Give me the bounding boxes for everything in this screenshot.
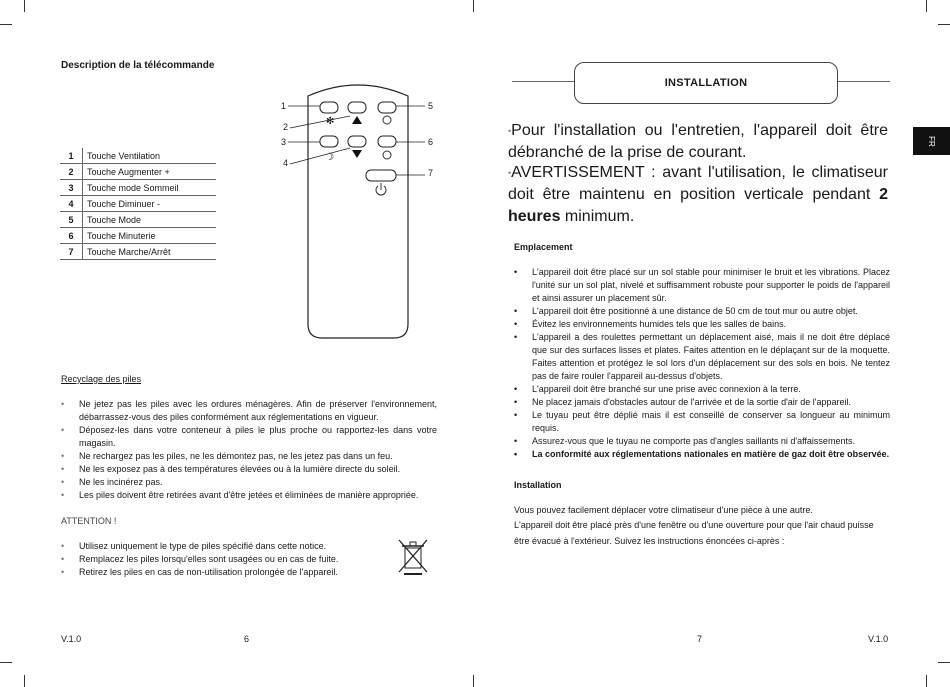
callout-6: 6 [428, 137, 434, 147]
timer-button[interactable] [378, 136, 396, 147]
list-item: • L'appareil doit être branché sur une prise avec connexion à la terre. [514, 383, 890, 396]
language-tab [913, 127, 950, 155]
list-item: • Déposez-les dans votre conteneur à piles le plus proche ou rapportez-les dans votre magasin. [61, 424, 437, 450]
svg-text:✻: ✻ [326, 116, 335, 127]
fan-icon [326, 116, 334, 127]
fan-button[interactable] [320, 102, 338, 113]
installation-title: Installation [514, 480, 562, 490]
section-header-title: INSTALLATION [664, 77, 748, 89]
page-number-right: 7 [697, 634, 703, 644]
list-item: • L'appareil doit être positionné à une distance de 50 cm de tout mur ou autre objet. [514, 305, 890, 318]
remote-diagram [270, 76, 450, 348]
crop-mark [926, 0, 927, 12]
power-button[interactable] [366, 170, 396, 181]
recycling-list [61, 398, 437, 502]
crop-mark [938, 24, 950, 25]
table-row: 1 Touche Ventilation [60, 148, 216, 164]
list-item: • Évitez les environnements humides tels que les salles de bains. [514, 318, 890, 331]
crossed-bin-icon [396, 538, 430, 576]
recycling-title: Recyclage des piles [61, 374, 142, 384]
list-item: • L'appareil a des roulettes permettant un déplacement aisé, mais il ne doit être déplacé que sur des surfaces lisses et plates. Faites attention en le déplaçant sur de la moquette. Faites attention et protégez le sol lors d'un déplacement sur des sols en bois. Ne tentez pas de faire rouler l'appareil au-dessus d'objets. [514, 331, 890, 383]
callout-7: 7 [428, 168, 434, 178]
list-item: • La conformité aux réglementations nationales en matière de gaz doit être observée. [514, 448, 890, 461]
table-row: 7 Touche Marche/Arrêt [60, 244, 216, 260]
section-header [574, 62, 838, 104]
attention-title: ATTENTION ! [61, 516, 117, 526]
crop-mark [938, 662, 950, 663]
sleep-button[interactable] [320, 136, 338, 147]
placement-title: Emplacement [514, 242, 573, 252]
up-button[interactable] [348, 102, 366, 113]
callout-4: 4 [283, 158, 289, 168]
language-tab-label: FR [926, 135, 936, 147]
list-item: • Ne les exposez pas à des températures élevées ou à la lumière directe du soleil. [61, 463, 437, 476]
list-item: • Ne placez jamais d'obstacles autour de l'arrivée et de la sortie d'air de l'appareil. [514, 396, 890, 409]
warning-unplug: •Pour l'installation ou l'entretien, l'appareil doit être débranché de la prise de courant. [508, 122, 888, 162]
list-item: • Le tuyau peut être déplié mais il est conseillé de conserver sa longueur au minimum requis. [514, 409, 890, 435]
svg-text:☽: ☽ [325, 152, 334, 163]
crop-mark [0, 24, 12, 25]
list-item: • Ne jetez pas les piles avec les ordures ménagères. Afin de préserver l'environnement, débarrassez-vous des piles conformément aux réglementations en vigueur. [61, 398, 437, 424]
table-row: 2 Touche Augmenter + [60, 164, 216, 180]
crop-mark [0, 662, 12, 663]
list-item: • Ne les incinérez pas. [61, 476, 437, 489]
version-left: V.1.0 [61, 634, 82, 644]
crop-mark [24, 675, 25, 687]
list-item: • L'appareil doit être placé sur un sol stable pour minimiser le bruit et les vibrations. Placez l'unité sur un sol plat, nivelé et suffisamment robuste pour supporter le poids de l'appareil et ainsi assurer un placement sûr. [514, 266, 890, 305]
table-row: 6 Touche Minuterie [60, 228, 216, 244]
table-row: 3 Touche mode Sommeil [60, 180, 216, 196]
list-item: • Les piles doivent être retirées avant d'être jetées et éliminées de manière appropriée. [61, 489, 437, 502]
table-row: 5 Touche Mode [60, 212, 216, 228]
down-button[interactable] [348, 136, 366, 147]
remote-keys-table [60, 148, 216, 260]
installation-paragraph-1: Vous pouvez facilement déplacer votre climatiseur d'une pièce à une autre. [514, 505, 813, 515]
callout-1: 1 [281, 101, 287, 111]
installation-paragraph-2: L'appareil doit être placé près d'une fenêtre ou d'une ouverture pour que l'air chaud puisse être évacué à l'extérieur. Suivez les instructions énoncées ci-après : [514, 520, 874, 546]
remote-description-title: Description de la télécommande [61, 60, 215, 71]
list-item: • Ne rechargez pas les piles, ne les démontez pas, ne les jetez pas dans un feu. [61, 450, 437, 463]
callout-5: 5 [428, 101, 434, 111]
list-item: • Retirez les piles en cas de non-utilisation prolongée de l'appareil. [61, 566, 371, 579]
list-item: • Remplacez les piles lorsqu'elles sont usagées ou en cas de fuite. [61, 553, 371, 566]
crop-mark [926, 675, 927, 687]
crop-mark [473, 675, 474, 687]
crop-mark [24, 0, 25, 12]
callout-2: 2 [283, 122, 289, 132]
attention-list [61, 540, 371, 579]
callout-3: 3 [281, 137, 287, 147]
mode-button[interactable] [378, 102, 396, 113]
version-right: V.1.0 [868, 634, 889, 644]
placement-list [514, 266, 890, 461]
page-number-left: 6 [244, 634, 250, 644]
crop-mark [473, 0, 474, 12]
warning-vertical: •AVERTISSEMENT : avant l'utilisation, le climatiseur doit être maintenu en position verticale pendant 2 heures minimum. [508, 164, 888, 226]
list-item: • Utilisez uniquement le type de piles spécifié dans cette notice. [61, 540, 371, 553]
table-row: 4 Touche Diminuer - [60, 196, 216, 212]
list-item: • Assurez-vous que le tuyau ne comporte pas d'angles saillants ni d'affaissements. [514, 435, 890, 448]
